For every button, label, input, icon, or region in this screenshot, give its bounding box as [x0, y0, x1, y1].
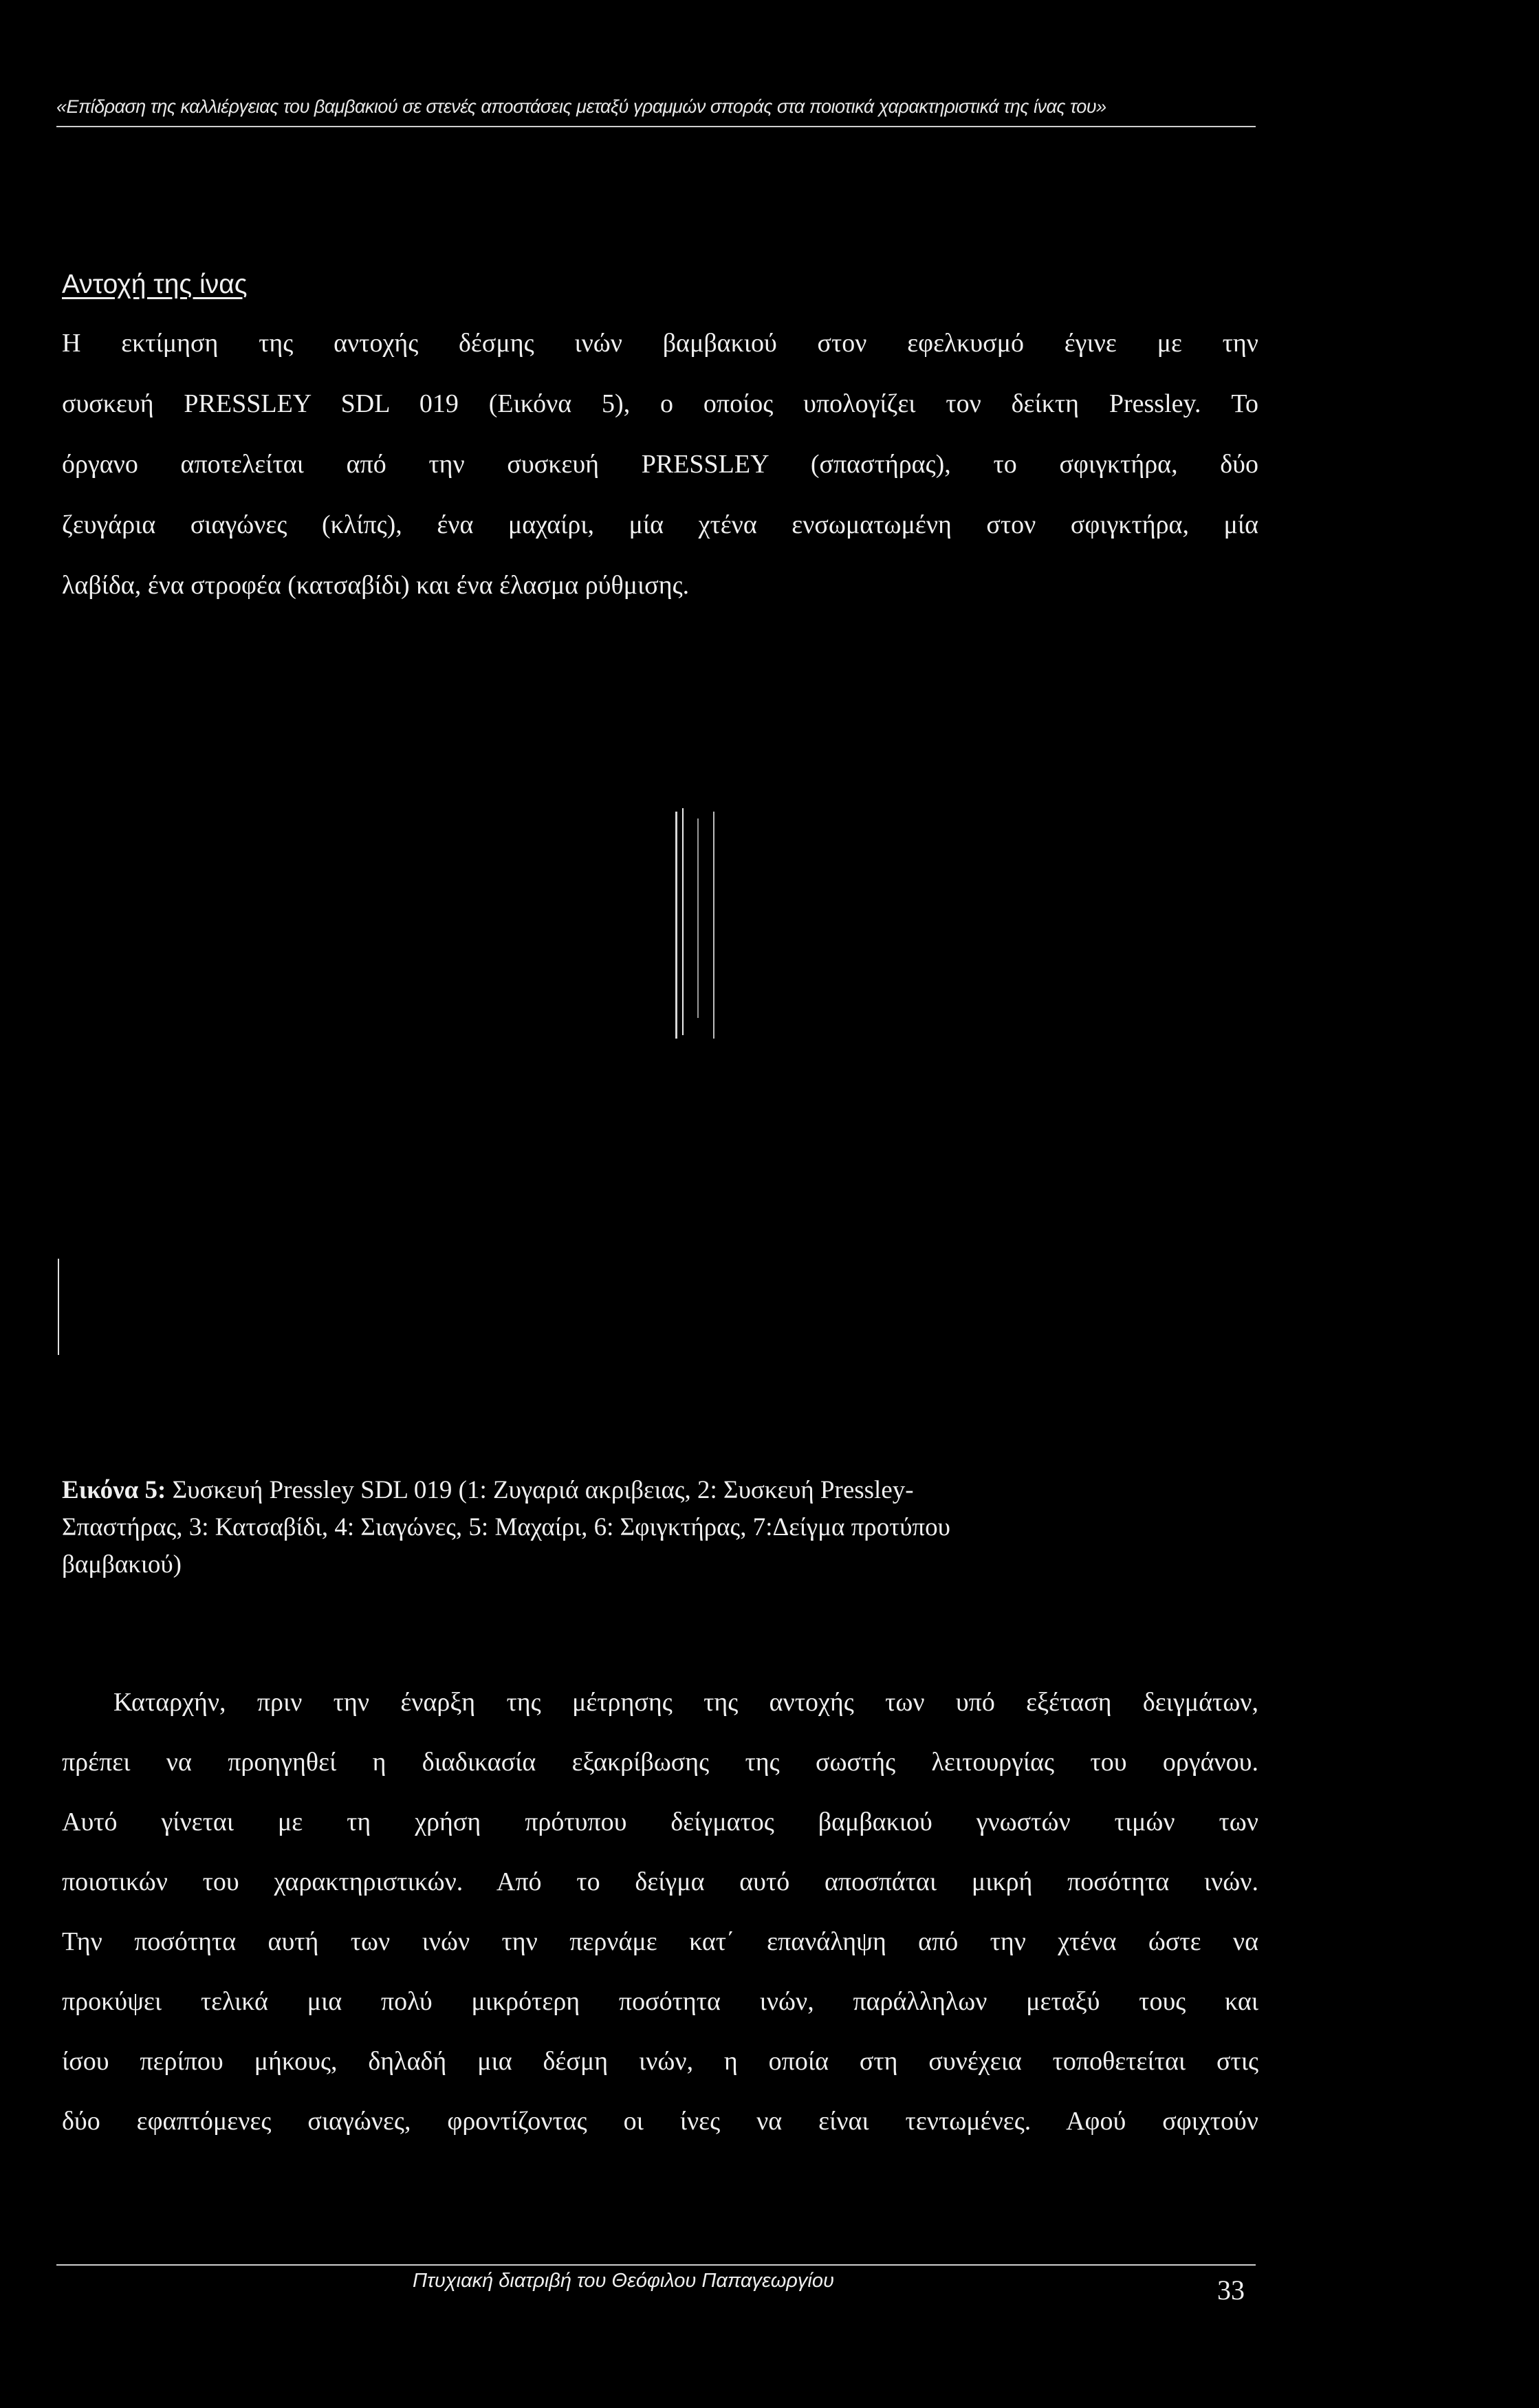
paragraph-line: δύο εφαπτόμενες σιαγώνες, φροντίζοντας οι ίνες να είναι τεντωμένες. Αφού σφιχτούν — [62, 2107, 1258, 2136]
paragraph-fiber-strength — [62, 313, 1258, 616]
paragraph-line: Καταρχήν, πριν την έναρξη της μέτρησης της αντοχής των υπό εξέταση δειγμάτων, — [113, 1688, 1258, 1717]
paragraph-line: λαβίδα, ένα στροφέα (κατσαβίδι) και ένα έλασμα ρύθμισης. — [62, 571, 690, 600]
paragraph-line: προκύψει τελικά μια πολύ μικρότερη ποσότητα ινών, παράλληλων μεταξύ τους και — [62, 1987, 1258, 2016]
caption-text: Συσκευή Pressley SDL 019 (1: Ζυγαριά ακριβειας, 2: Συσκευή Pressley- — [166, 1476, 914, 1504]
paragraph-line: ίσου περίπου μήκους, δηλαδή μια δέσμη ινών, η οποία στη συνέχεια τοποθετείται στις — [62, 2047, 1258, 2076]
caption-label: Εικόνα 5: — [62, 1476, 166, 1504]
caption-line: Σπαστήρας, 3: Κατσαβίδι, 4: Σιαγώνες, 5: Μαχαίρι, 6: Σφιγκτήρας, 7:Δείγμα προτύπου — [62, 1513, 950, 1541]
section-heading: Αντοχή της ίνας — [62, 270, 248, 299]
figure-artifact-line — [58, 1259, 59, 1355]
paragraph-line: Η εκτίμηση της αντοχής δέσμης ινών βαμβακιού στον εφελκυσμό έγινε με την — [62, 329, 1258, 358]
paragraph-line: Αυτό γίνεται με τη χρήση πρότυπου δείγματος βαμβακιού γνωστών τιμών των — [62, 1808, 1258, 1836]
paragraph-line: όργανο αποτελείται από την συσκευή PRESSLEY (σπαστήρας), το σφιγκτήρα, δύο — [62, 450, 1258, 479]
page-number: 33 — [1217, 2275, 1245, 2306]
paragraph-line: συσκευή PRESSLEY SDL 019 (Εικόνα 5), ο οποίος υπολογίζει τον δείκτη Pressley. Το — [62, 389, 1258, 418]
figure-artifact-line — [697, 818, 699, 1018]
paragraph-line: πρέπει να προηγηθεί η διαδικασία εξακρίβωσης της σωστής λειτουργίας του οργάνου. — [62, 1748, 1258, 1777]
figure-artifact-line — [675, 812, 677, 1039]
figure-artifact-line — [682, 808, 684, 1035]
caption-line: βαμβακιού) — [62, 1550, 182, 1579]
figure-artifact-line — [713, 812, 714, 1039]
footer-rule — [56, 2264, 1256, 2266]
paragraph-calibration — [62, 1673, 1258, 2151]
caption-line — [62, 1472, 1258, 1509]
paragraph-line: ζευγάρια σιαγώνες (κλίπς), ένα μαχαίρι, μία χτένα ενσωματωμένη στον σφιγκτήρα, μία — [62, 510, 1258, 539]
footer-author-line: Πτυχιακή διατριβή του Θεόφιλου Παπαγεωργίου — [413, 2270, 834, 2292]
running-header: «Επίδραση της καλλιέργειας του βαμβακιού σε στενές αποστάσεις μεταξύ γραμμών σποράς στα ποιοτικά χαρακτηριστικά της ίνας του» — [56, 96, 1106, 117]
figure-pressley-device-image — [56, 791, 1260, 1355]
figure-caption — [62, 1472, 1258, 1583]
paragraph-line: Την ποσότητα αυτή των ινών την περνάμε κατ΄ επανάληψη από την χτένα ώστε να — [62, 1927, 1258, 1956]
paragraph-line: ποιοτικών του χαρακτηριστικών. Από το δείγμα αυτό αποσπάται μικρή ποσότητα ινών. — [62, 1867, 1258, 1896]
header-rule — [56, 126, 1256, 127]
